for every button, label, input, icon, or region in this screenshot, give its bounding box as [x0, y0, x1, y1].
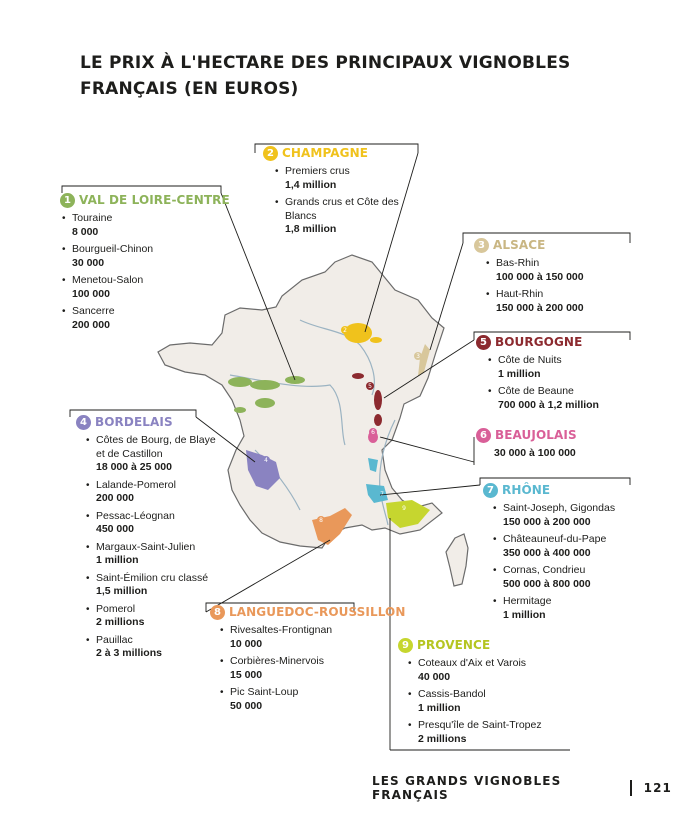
- list-item: • Corbières-Minervois 15 000: [218, 655, 390, 682]
- svg-text:4: 4: [264, 457, 268, 464]
- list-item: • Bas-Rhin 100 000 à 150 000: [484, 257, 644, 284]
- svg-text:7: 7: [380, 491, 384, 498]
- svg-text:6: 6: [371, 429, 375, 436]
- region-val-de-loire: [60, 190, 250, 336]
- price-list: [484, 257, 644, 315]
- list-item: • Côtes de Bourg, de Blaye et de Castillon 18 000 à 25 000: [84, 434, 224, 475]
- region-number-badge: 4: [76, 415, 91, 430]
- corsica-shape: [446, 534, 468, 586]
- region-number-badge: 9: [398, 638, 413, 653]
- list-item: • Margaux-Saint-Julien 1 million: [84, 541, 224, 568]
- price-list: [486, 354, 646, 412]
- list-item: • Châteauneuf-du-Pape 350 000 à 400 000: [491, 533, 648, 560]
- list-item: • Sancerre 200 000: [60, 305, 250, 332]
- region-bourgogne: [476, 332, 646, 416]
- region-name: CHAMPAGNE: [282, 146, 369, 160]
- region-name: RHÔNE: [502, 483, 551, 497]
- region-beaujolais: [476, 425, 646, 459]
- region-name: BEAUJOLAIS: [495, 428, 577, 442]
- list-item: • Saint-Émilion cru classé 1,5 million: [84, 572, 224, 599]
- list-item: • Coteaux d'Aix et Varois 40 000: [406, 657, 588, 684]
- region-number-badge: 5: [476, 335, 491, 350]
- region-name: LANGUEDOC-ROUSSILLON: [229, 605, 406, 619]
- svg-text:3: 3: [416, 353, 420, 360]
- list-item: • Cassis-Bandol 1 million: [406, 688, 588, 715]
- price-list: [273, 165, 403, 237]
- price-list: [491, 502, 648, 622]
- svg-text:5: 5: [368, 383, 372, 390]
- region-number-badge: 7: [483, 483, 498, 498]
- region-number-badge: 2: [263, 146, 278, 161]
- page-number: 121: [643, 781, 672, 795]
- region-number-badge: 6: [476, 428, 491, 443]
- region-languedoc-roussillon: [210, 602, 406, 717]
- list-item: • Côte de Beaune 700 000 à 1,2 million: [486, 385, 646, 412]
- price-list: [218, 624, 390, 713]
- price-list: [84, 434, 224, 661]
- svg-text:8: 8: [319, 517, 323, 524]
- list-item: • Cornas, Condrieu 500 000 à 800 000: [491, 564, 648, 591]
- list-item: • Pic Saint-Loup 50 000: [218, 686, 390, 713]
- list-item: • Grands crus et Côte des Blancs 1,8 million: [273, 196, 403, 237]
- region-number-badge: 8: [210, 605, 225, 620]
- list-item: • Côte de Nuits 1 million: [486, 354, 646, 381]
- list-item: • Saint-Joseph, Gigondas 150 000 à 200 000: [491, 502, 648, 529]
- page-footer: [372, 774, 672, 802]
- region-provence: [398, 635, 588, 750]
- title-line-1: LE PRIX À L'HECTARE DES PRINCIPAUX VIGNOBLES: [80, 53, 571, 73]
- region-name: ALSACE: [493, 238, 546, 252]
- list-item: • Premiers crus 1,4 million: [273, 165, 403, 192]
- svg-text:9: 9: [402, 505, 406, 512]
- list-item: • Hermitage 1 million: [491, 595, 648, 622]
- region-number-badge: 1: [60, 193, 75, 208]
- region-name: BORDELAIS: [95, 415, 173, 429]
- footer-section-title: LES GRANDS VIGNOBLES FRANÇAIS: [372, 774, 562, 802]
- list-item: • Lalande-Pomerol 200 000: [84, 479, 224, 506]
- region-name: BOURGOGNE: [495, 335, 583, 349]
- list-item: • Pauillac 2 à 3 millions: [84, 634, 224, 661]
- region-name: VAL DE LOIRE-CENTRE: [79, 193, 230, 207]
- region-name: PROVENCE: [417, 638, 491, 652]
- svg-text:2: 2: [343, 327, 347, 334]
- region-rhone: [483, 480, 648, 626]
- list-item: • Bourgueil-Chinon 30 000: [60, 243, 250, 270]
- beaujolais-price: 30 000 à 100 000: [494, 447, 576, 459]
- list-item: • Haut-Rhin 150 000 à 200 000: [484, 288, 644, 315]
- list-item: • Presqu'île de Saint-Tropez 2 millions: [406, 719, 588, 746]
- list-item: • Touraine 8 000: [60, 212, 250, 239]
- price-list: [60, 212, 250, 332]
- list-item: • Menetou-Salon 100 000: [60, 274, 250, 301]
- region-alsace: [474, 235, 644, 319]
- region-number-badge: 3: [474, 238, 489, 253]
- list-item: • Pessac-Léognan 450 000: [84, 510, 224, 537]
- price-list: [406, 657, 588, 746]
- footer-divider: [630, 780, 632, 796]
- list-item: • Rivesaltes-Frontignan 10 000: [218, 624, 390, 651]
- title-line-2: FRANÇAIS (EN EUROS): [80, 79, 299, 99]
- list-item: • Pomerol 2 millions: [84, 603, 224, 630]
- region-champagne: [263, 143, 403, 241]
